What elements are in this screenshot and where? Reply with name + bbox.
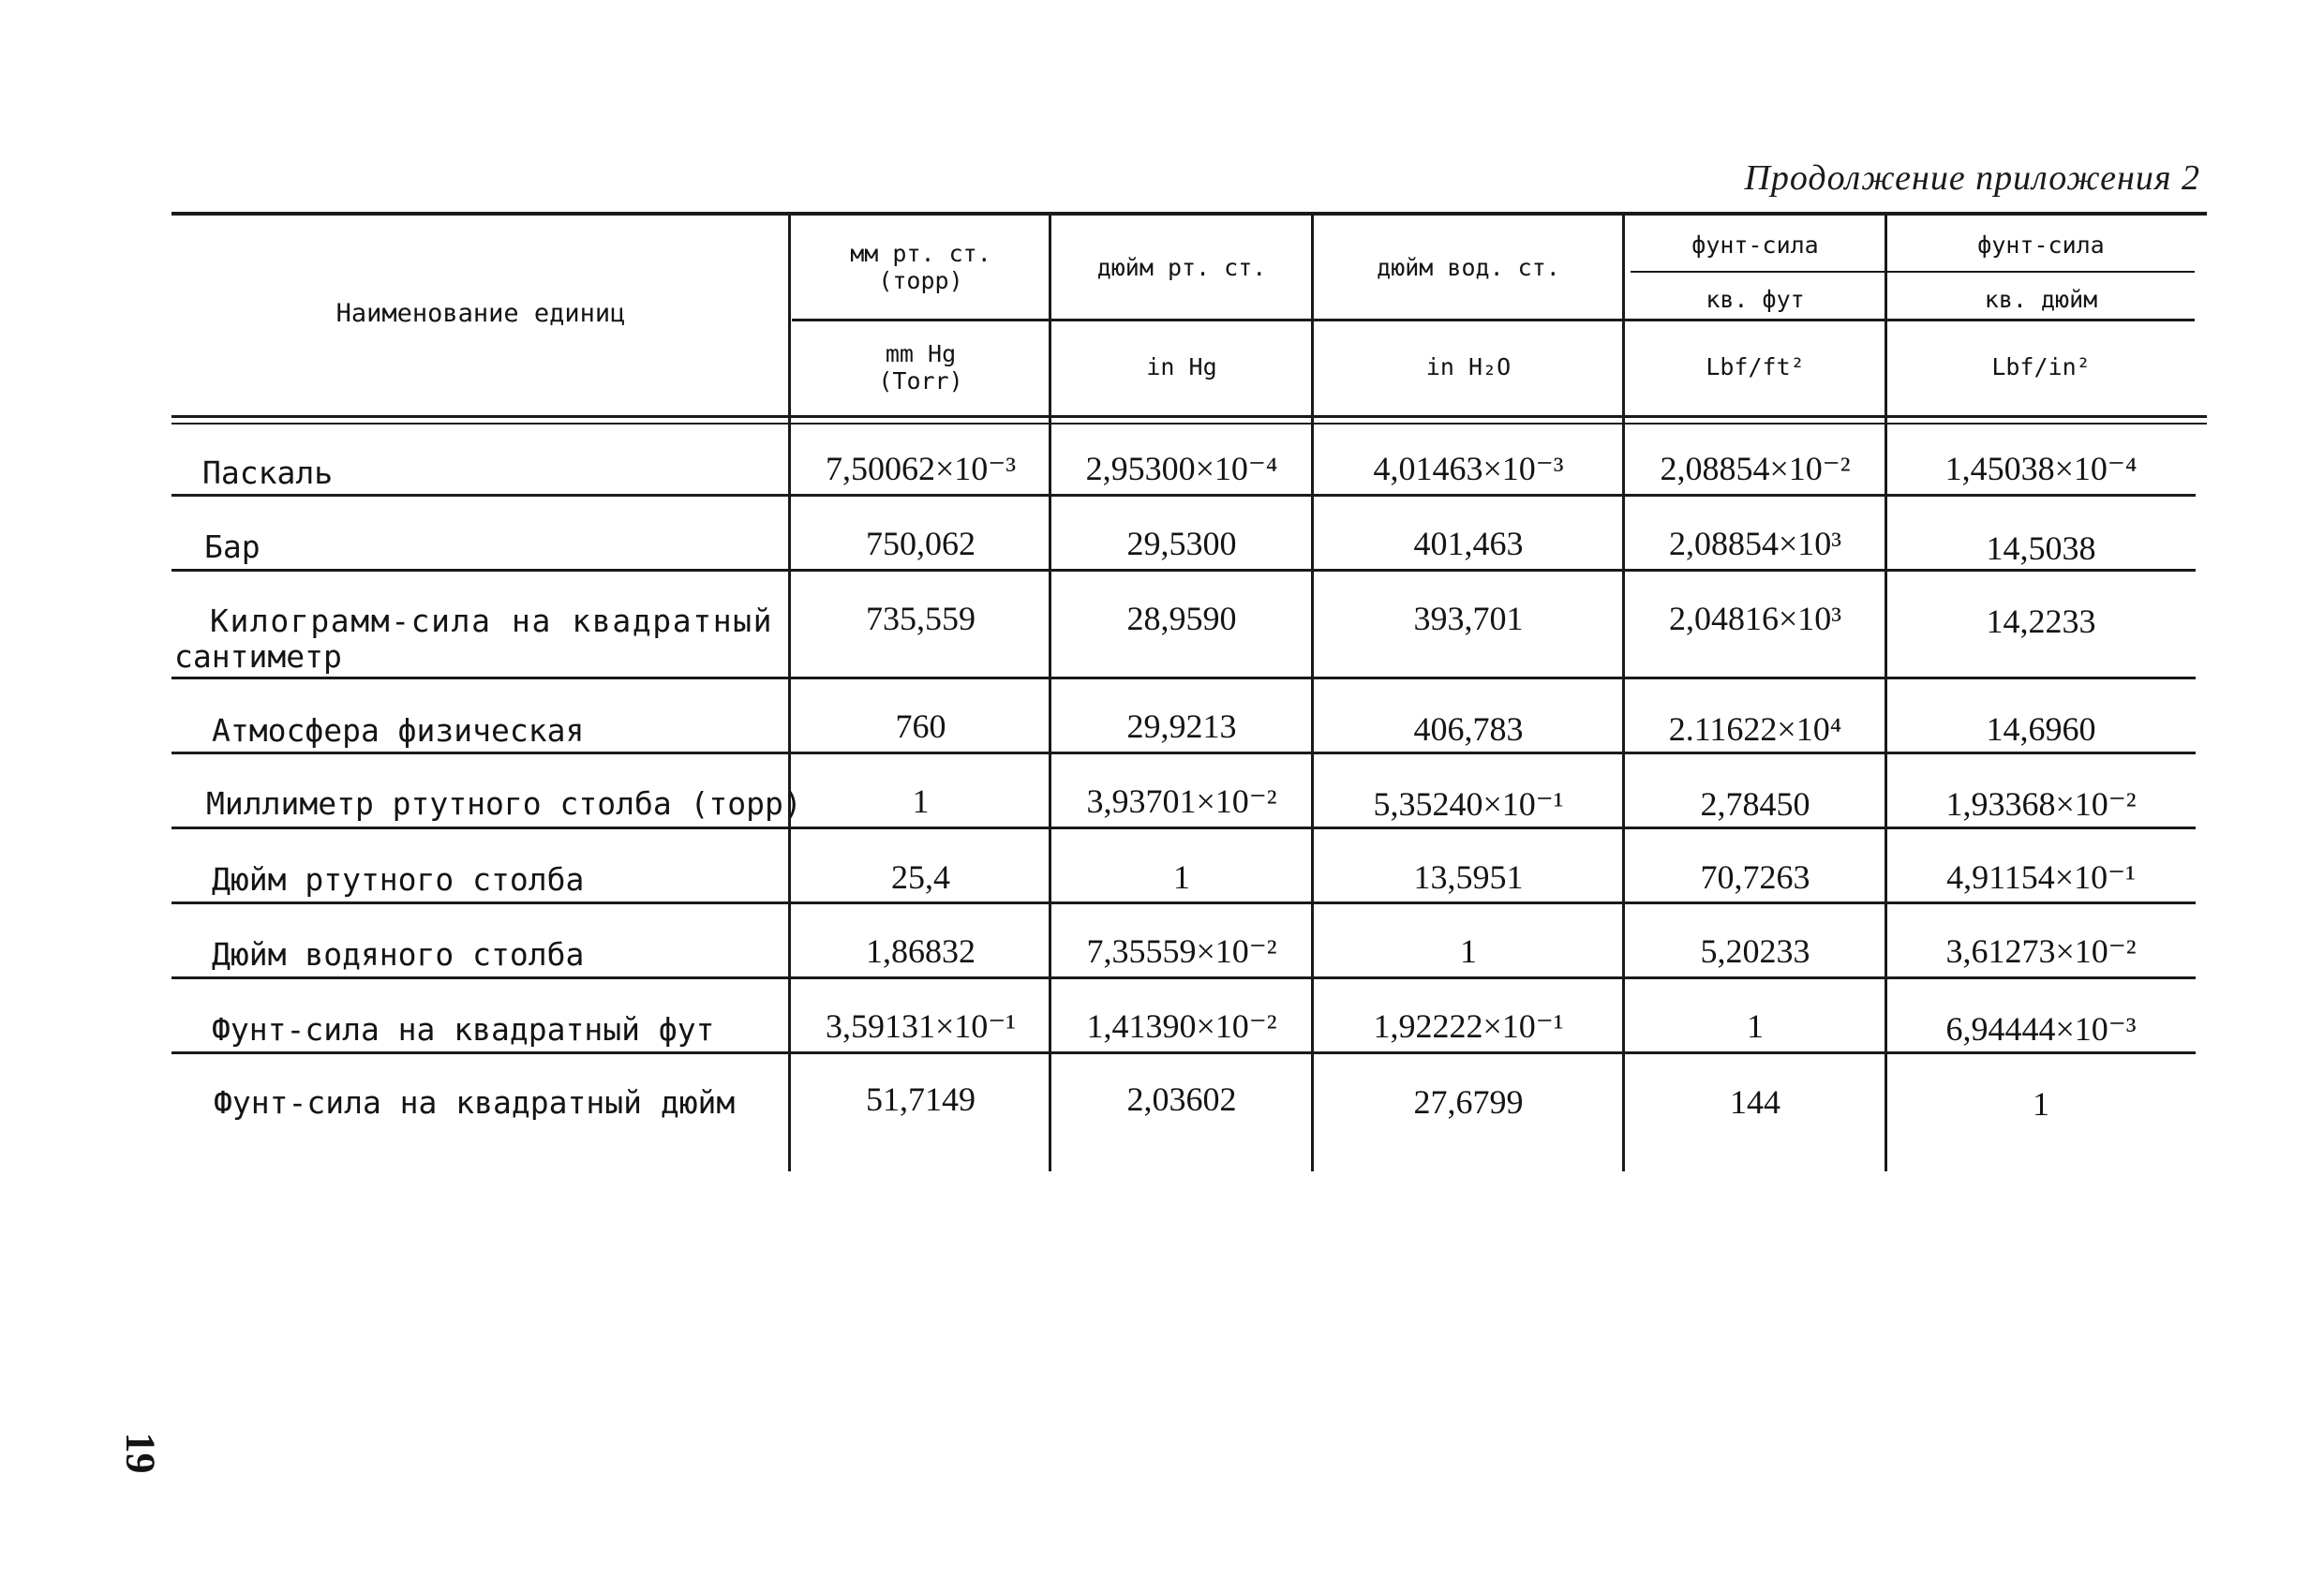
cell-value: 401,463 [1413, 525, 1524, 562]
cell-value: 750,062 [866, 525, 976, 562]
header-col3-top: дюйм вод. ст. [1377, 253, 1560, 281]
cell-value: 51,7149 [866, 1080, 976, 1118]
cell-value: 760 [895, 708, 946, 745]
cell-value: 1 [1173, 858, 1190, 896]
cell-value: 14,5038 [1986, 529, 2096, 567]
cell-value: 70,7263 [1700, 858, 1810, 896]
cell-value: 2,04816×10³ [1668, 600, 1842, 637]
row-name: Фунт-сила на квадратный дюйм [214, 1084, 736, 1121]
cell-value: 29,5300 [1126, 525, 1237, 562]
header-col5-middle: кв. дюйм [1984, 285, 2098, 313]
row-name: Килограмм-сила на квадратный [210, 603, 774, 639]
cell-value: 144 [1730, 1083, 1780, 1121]
cell-value: 735,559 [866, 600, 976, 637]
header-name-col: Наименование единиц [335, 299, 626, 329]
header-bottom-rule-2 [171, 423, 2207, 425]
cell-value: 1,93368×10⁻² [1945, 785, 2137, 823]
header-bottom-rule-1 [171, 415, 2207, 418]
row-name: Бар [204, 529, 261, 565]
header-col3-bottom: in H₂O [1425, 353, 1512, 381]
cell-value: 3,59131×10⁻¹ [825, 1007, 1017, 1045]
header-col4-middle: кв. фут [1706, 285, 1805, 313]
cell-value: 1,45038×10⁻⁴ [1944, 450, 2138, 487]
cell-value: 7,50062×10⁻³ [825, 450, 1017, 487]
col-rule-1 [788, 216, 791, 1171]
caption: Продолжение приложения 2 [1744, 158, 2200, 198]
cell-value: 1 [912, 782, 930, 820]
header-mid-rule [792, 319, 2195, 321]
header-col4-bottom: Lbf/ft² [1706, 353, 1805, 381]
header-col2-bottom: in Hg [1146, 353, 1217, 381]
cell-value: 406,783 [1413, 710, 1524, 748]
cell-value: 29,9213 [1126, 708, 1237, 745]
cell-value: 2,08854×10³ [1668, 525, 1842, 562]
cell-value: 2.11622×10⁴ [1668, 710, 1842, 748]
cell-value: 2,08854×10⁻² [1660, 450, 1851, 487]
header-col1-bottom: mm Hg (Torr) [878, 339, 963, 395]
row-name: Миллиметр ртутного столба (торр) [206, 785, 802, 822]
row-name: Дюйм ртутного столба [212, 861, 585, 898]
cell-value: 1,41390×10⁻² [1086, 1007, 1277, 1045]
cell-value: 1,92222×10⁻¹ [1373, 1007, 1564, 1045]
cell-value: 25,4 [891, 858, 950, 896]
cell-value: 28,9590 [1126, 600, 1237, 637]
cell-value: 2,95300×10⁻⁴ [1085, 450, 1278, 487]
header-col5-bottom: Lbf/in² [1991, 353, 2091, 381]
cell-value: 2,03602 [1126, 1080, 1237, 1118]
row-name: Фунт-сила на квадратный фут [212, 1011, 715, 1048]
header-col5-top: фунт-сила [1977, 231, 2105, 259]
header-col2-top: дюйм рт. ст. [1096, 253, 1267, 281]
header-col4-top: фунт-сила [1691, 231, 1819, 259]
row-name-continued: сантиметр [174, 638, 342, 675]
cell-value: 4,91154×10⁻¹ [1946, 858, 2136, 896]
row-name: Дюйм водяного столба [212, 936, 585, 973]
cell-value: 393,701 [1413, 600, 1524, 637]
cell-value: 13,5951 [1413, 858, 1524, 896]
cell-value: 14,2233 [1986, 603, 2096, 640]
cell-value: 3,61273×10⁻² [1945, 932, 2137, 970]
cell-value: 5,35240×10⁻¹ [1373, 785, 1564, 823]
cell-value: 27,6799 [1413, 1083, 1524, 1121]
row-rule [171, 677, 2196, 679]
cell-value: 7,35559×10⁻² [1086, 932, 1277, 970]
cell-value: 5,20233 [1700, 932, 1810, 970]
cell-value: 1 [2033, 1085, 2049, 1123]
cell-value: 14,6960 [1986, 710, 2096, 748]
cell-value: 1 [1460, 932, 1477, 970]
page-number: 19 [117, 1432, 164, 1474]
row-name: Паскаль [202, 454, 334, 491]
cell-value: 6,94444×10⁻³ [1945, 1010, 2137, 1048]
cell-value: 3,93701×10⁻² [1086, 782, 1277, 820]
cell-value: 2,78450 [1700, 785, 1810, 823]
header-col1-top: мм рт. ст. (торр) [850, 240, 991, 294]
cell-value: 1,86832 [866, 932, 976, 970]
header-sub-rule [1631, 271, 2195, 273]
cell-value: 4,01463×10⁻³ [1373, 450, 1564, 487]
row-name: Атмосфера физическая [212, 712, 585, 749]
cell-value: 1 [1747, 1007, 1764, 1045]
